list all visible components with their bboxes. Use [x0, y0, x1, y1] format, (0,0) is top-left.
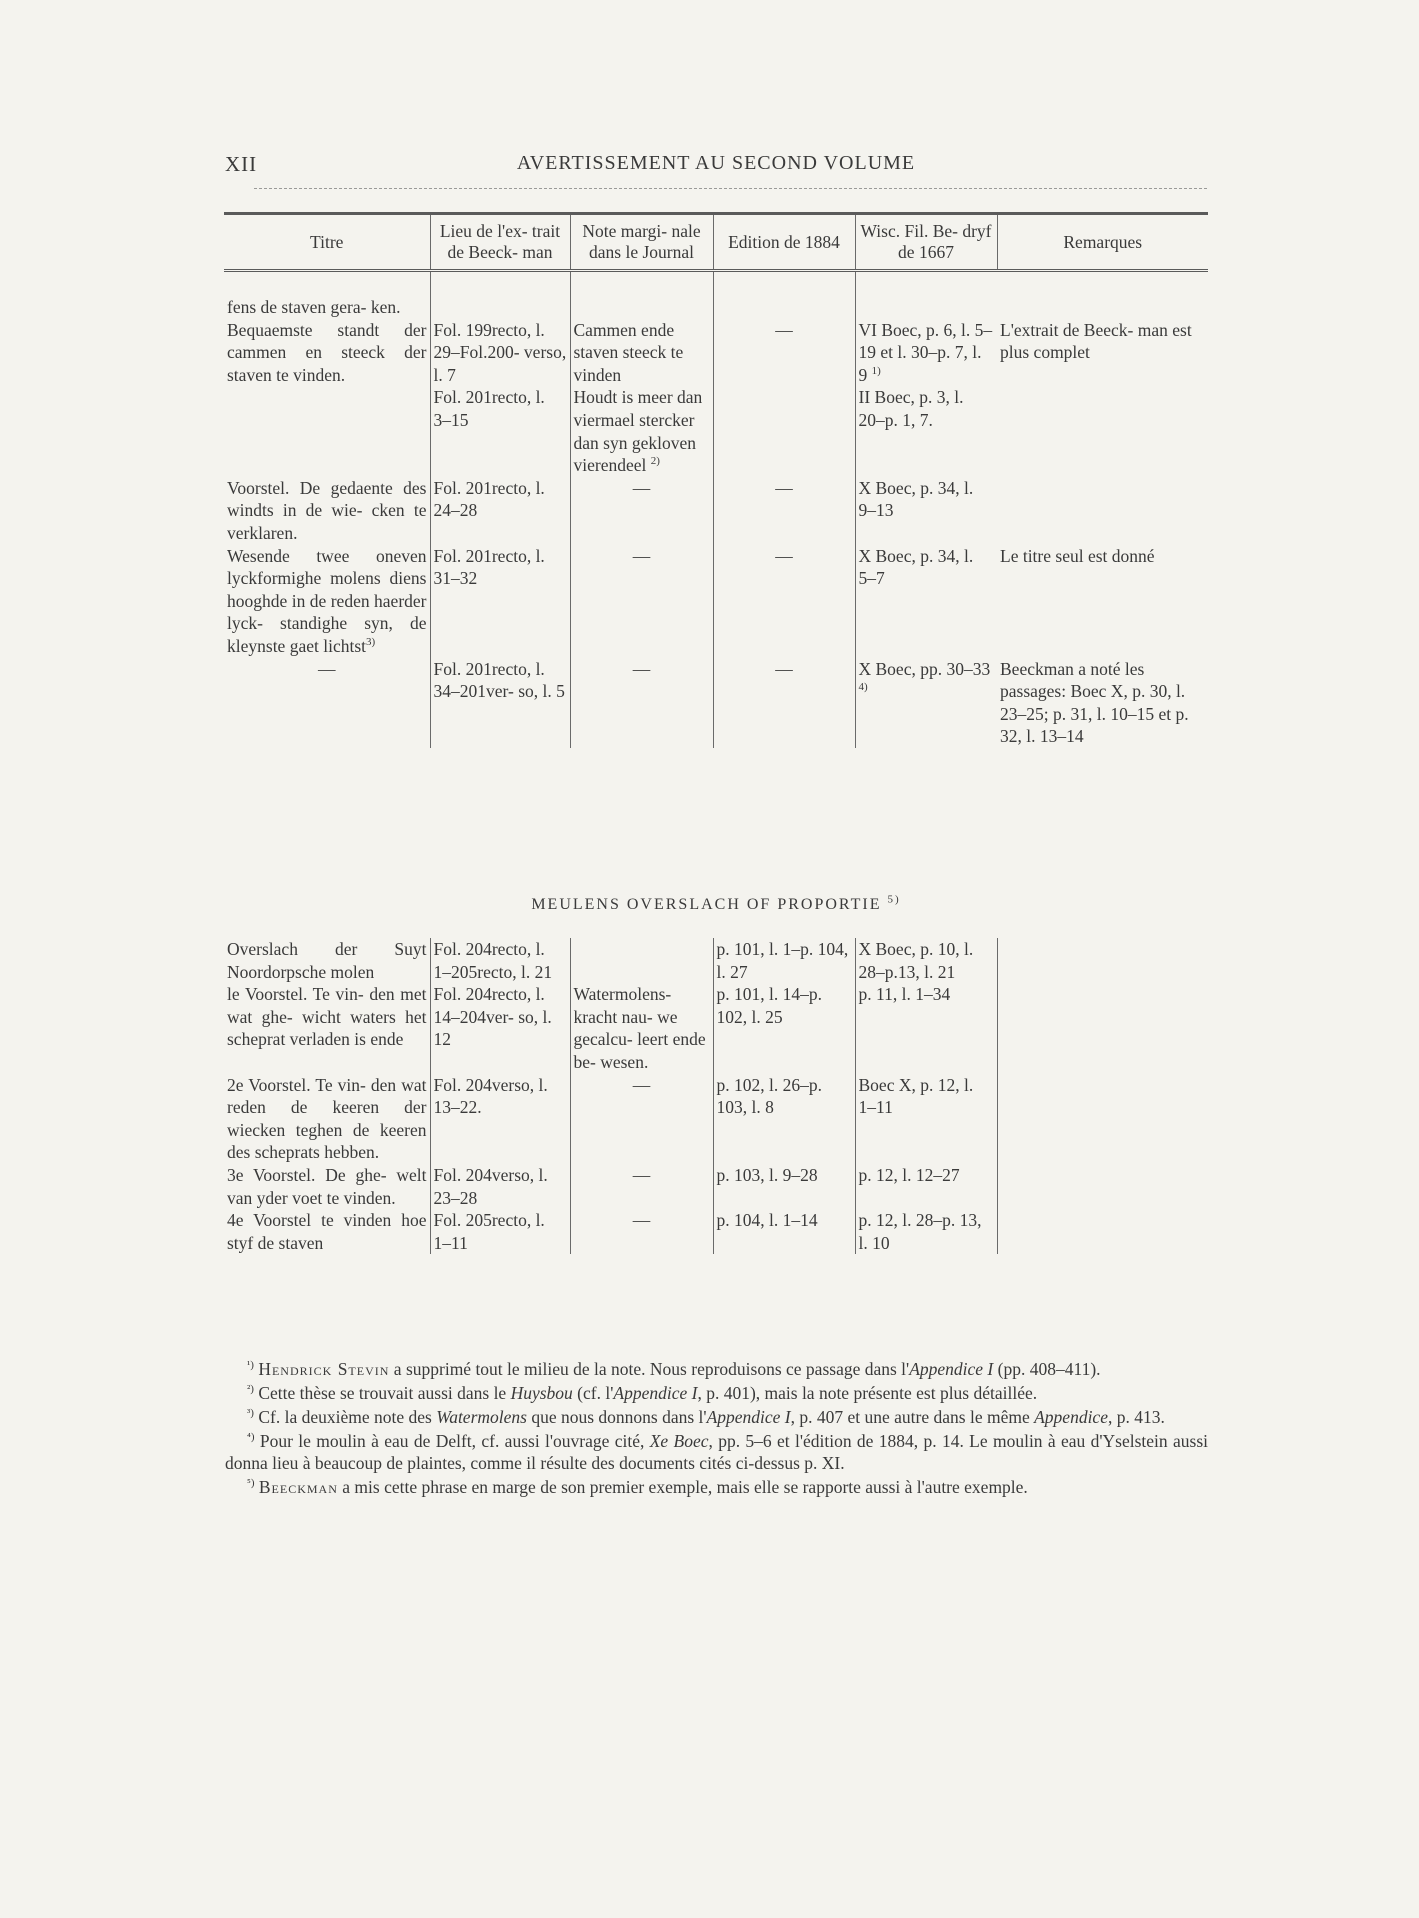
cell-titre: Bequaemste standt der cammen en steeck der staven te vinden.	[227, 319, 427, 385]
header-rule	[254, 188, 1207, 189]
table-row	[224, 296, 1208, 319]
cell-titre: 2e Voorstel. Te vin- den wat reden de keeren der wiecken teghen de keeren des scheprats hebben.	[227, 1074, 427, 1163]
cell-lieu: Fol. 199recto, l. 29–Fol.200- verso, l. 7	[430, 319, 570, 387]
cell-lieu: Fol. 205recto, l. 1–11	[430, 1209, 570, 1254]
header-wisc: Wisc. Fil. Be- dryf de 1667	[855, 214, 997, 271]
cell-remarques: L'extrait de Beeck- man est plus complet	[1000, 319, 1192, 363]
cell-edition: —	[713, 319, 855, 387]
cell-wisc: X Boec, p. 34, l. 5–7	[855, 545, 997, 658]
cell-edition: —	[713, 658, 855, 748]
cell-titre: —	[318, 658, 336, 679]
table-row	[224, 1074, 1208, 1164]
cell-remarques: Beeckman a noté les passages: Boec X, p. 30, l. 23–25; p. 31, l. 10–15 et p. 32, l. 13–14	[1000, 658, 1189, 747]
overslach-table	[224, 938, 1208, 1254]
cell-lieu: Fol. 201recto, l. 24–28	[430, 477, 570, 545]
cell-lieu: Fol. 204verso, l. 23–28	[430, 1164, 570, 1209]
cell-remarques	[997, 386, 1208, 476]
table-row	[224, 319, 1208, 387]
header-remarques: Remarques	[997, 214, 1208, 271]
cell-remarques	[997, 477, 1208, 545]
cell-edition: p. 101, l. 1–p. 104, l. 27	[713, 938, 855, 983]
table-row	[224, 386, 1208, 476]
cell-edition: —	[713, 545, 855, 658]
cell-titre: Voorstel. De gedaente des windts in de wie- cken te verklaren.	[227, 477, 427, 543]
header-note: Note margi- nale dans le Journal	[570, 214, 713, 271]
extract-table	[224, 212, 1208, 748]
table-row	[224, 1164, 1208, 1209]
section-title: MEULENS OVERSLACH OF PROPORTIE $^{5)}$	[531, 893, 901, 913]
header-edition: Edition de 1884	[713, 214, 855, 271]
footnote-2: $^{^2)}$ Cette thèse se trouvait aussi dans le Huysbou (cf. l'Appendice I, p. 401), mais la note présente est plus détaillée.	[247, 1383, 1038, 1403]
cell-remarques: Le titre seul est donné	[1000, 545, 1155, 566]
table-row	[224, 938, 1208, 983]
footnote-3: $^{^3)}$ Cf. la deuxième note des Watermolens que nous donnons dans l'Appendice I, p. 407 et une autre dans le même Appendice, p. 413.	[247, 1407, 1165, 1427]
footnote-ref: 1)	[871, 364, 881, 377]
page-number: XII	[225, 152, 258, 176]
cell-note: —	[570, 1209, 713, 1254]
cell-note	[570, 938, 713, 983]
cell-note: —	[570, 1164, 713, 1209]
cell-wisc: X Boec, pp. 30–33 $^{4)}$	[855, 658, 997, 748]
cell-titre: le Voorstel. Te vin- den met wat ghe- wicht waters het scheprat verladen is ende	[227, 984, 427, 1050]
header-lieu: Lieu de l'ex- trait de Beeck- man	[430, 214, 570, 271]
footnote-ref: 5)	[887, 893, 901, 906]
cell-note: —	[570, 1074, 713, 1164]
cell-edition: p. 103, l. 9–28	[713, 1164, 855, 1209]
cell-wisc: p. 12, l. 12–27	[855, 1164, 997, 1209]
cell-titre: fens de staven gera- ken.	[227, 297, 401, 317]
header-titre: Titre	[310, 231, 344, 252]
cell-note: —	[570, 658, 713, 748]
cell-lieu: Fol. 201recto, l. 3–15	[430, 386, 570, 476]
cell-note: —	[570, 545, 713, 658]
footnote-ref: 4)	[858, 681, 868, 694]
cell-lieu: Fol. 204recto, l. 1–205recto, l. 21	[430, 938, 570, 983]
cell-edition	[713, 386, 855, 476]
footnote-ref: 2)	[650, 455, 660, 468]
cell-titre: Overslach der Suyt Noordorpsche molen	[227, 939, 427, 982]
cell-titre	[224, 386, 430, 476]
cell-lieu: Fol. 204recto, l. 14–204ver- so, l. 12	[430, 983, 570, 1073]
cell-edition: p. 104, l. 1–14	[713, 1209, 855, 1254]
footnote-5: $^{^5)}$ Beeckman a mis cette phrase en marge de son premier exemple, mais elle se rapporte aussi à l'autre exemple.	[247, 1477, 1028, 1497]
cell-wisc: X Boec, p. 10, l. 28–p.13, l. 21	[855, 938, 997, 983]
cell-edition: —	[713, 477, 855, 545]
cell-wisc: VI Boec, p. 6, l. 5–19 et l. 30–p. 7, l. 9 $^{1)}$	[855, 319, 997, 387]
cell-lieu: Fol. 201recto, l. 34–201ver- so, l. 5	[430, 658, 570, 748]
cell-wisc: II Boec, p. 3, l. 20–p. 1, 7.	[855, 386, 997, 476]
cell-note: Watermolens- kracht nau- we gecalcu- leert ende be- wesen.	[570, 983, 713, 1073]
footnote-ref: 3)	[366, 636, 376, 649]
table-row	[224, 1209, 1208, 1254]
table-row	[224, 658, 1208, 748]
footnotes	[225, 1358, 1208, 1500]
cell-edition: p. 102, l. 26–p. 103, l. 8	[713, 1074, 855, 1164]
cell-titre: 4e Voorstel te vinden hoe styf de staven	[227, 1210, 427, 1253]
cell-wisc: p. 12, l. 28–p. 13, l. 10	[855, 1209, 997, 1254]
cell-titre: Wesende twee oneven lyckformighe molens diens hooghde in de reden haerder lyck- standighe syn, de kleynste gaet lichtst$^{3)}$	[227, 545, 427, 656]
footnote-4: $^{^4)}$ Pour le moulin à eau de Delft, cf. aussi l'ouvrage cité, Xe Boec, pp. 5–6 et l'édition de 1884, p. 14. Le moulin à eau d'Yselstein aussi donna lieu à beaucoup de plaintes, comme il résulte des documents cités ci-dessus p. XI.	[225, 1431, 1208, 1473]
table-row	[224, 545, 1208, 658]
cell-wisc: X Boec, p. 34, l. 9–13	[855, 477, 997, 545]
cell-wisc: Boec X, p. 12, l. 1–11	[855, 1074, 997, 1164]
cell-note: Cammen ende staven steeck te vinden	[570, 319, 713, 387]
cell-wisc: p. 11, l. 1–34	[855, 983, 997, 1073]
cell-lieu: Fol. 204verso, l. 13–22.	[430, 1074, 570, 1164]
cell-titre: 3e Voorstel. De ghe- welt van yder voet te vinden.	[227, 1164, 427, 1208]
table-row	[224, 983, 1208, 1073]
page-header	[225, 152, 1207, 186]
cell-note: Houdt is meer dan viermael stercker dan syn gekloven vierendeel $^{2)}$	[570, 386, 713, 476]
cell-lieu: Fol. 201recto, l. 31–32	[430, 545, 570, 658]
table-row	[224, 477, 1208, 545]
cell-edition: p. 101, l. 14–p. 102, l. 25	[713, 983, 855, 1073]
footnote-1: $^{^1)}$ Hendrick Stevin a supprimé tout le milieu de la note. Nous reproduisons ce passage dans l'Appendice I (pp. 408–411).	[247, 1359, 1101, 1379]
table-header-row	[224, 214, 1208, 271]
cell-note: —	[570, 477, 713, 545]
running-title: AVERTISSEMENT AU SECOND VOLUME	[516, 152, 916, 174]
